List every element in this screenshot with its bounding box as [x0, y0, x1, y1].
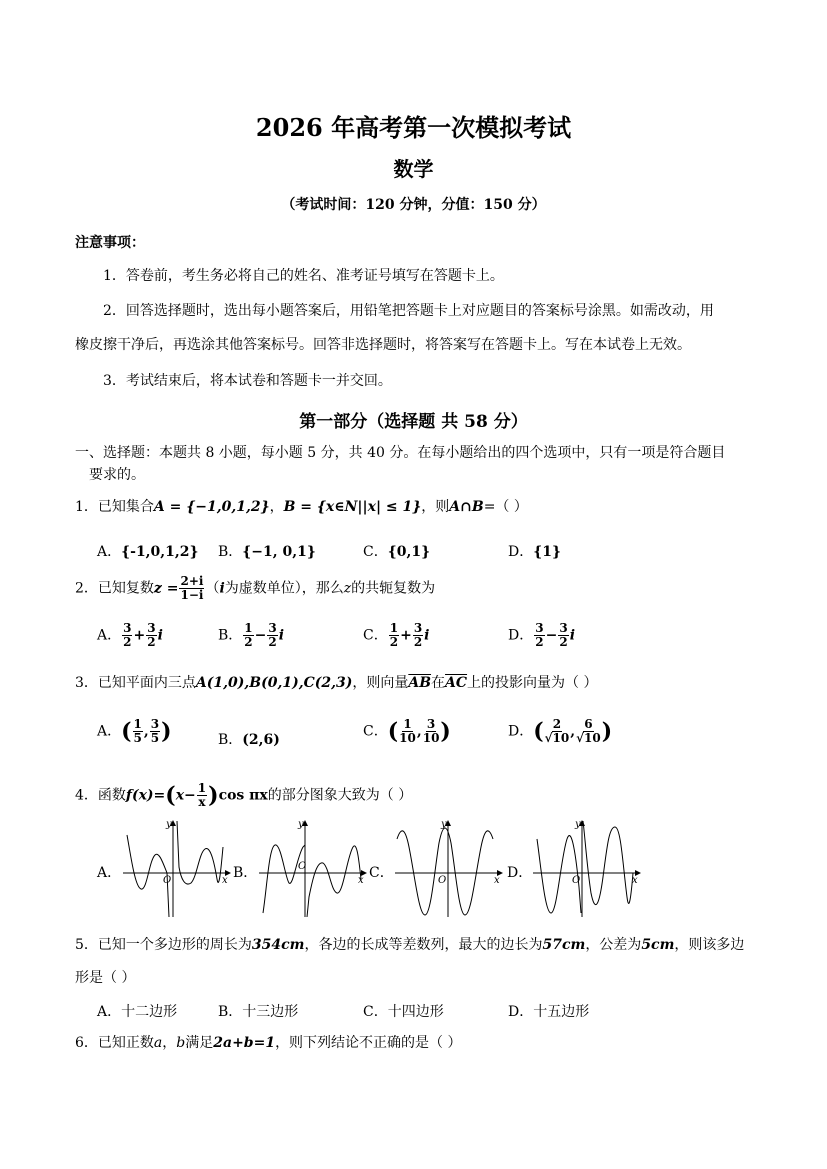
question-2-option-d: D． $\frac{3}{2}$ − $\frac{3}{2}$ i	[508, 621, 576, 649]
question-2-stem: 2．已知复数z = $\frac{2+i}{1-i}$ （i为虚数单位），那么z的共轭复数为	[75, 574, 436, 602]
question-4-label-d: D．	[507, 865, 533, 881]
question-3-option-b: B．(2,6)	[218, 732, 280, 748]
question-2-option-b: B． $\frac{1}{2}$ − $\frac{3}{2}$ i	[218, 621, 285, 649]
question-5-stem-line-2: 形是（ ）	[75, 970, 136, 986]
question-1-option-b: B．{−1, 0,1}	[218, 544, 316, 560]
notice-item-1: 1．答卷前，考生务必将自己的姓名、准考证号填写在答题卡上。	[103, 268, 504, 284]
question-3-option-d: D．( $\frac{2}{√10}$ , $\frac{6}{√10}$ )	[508, 717, 613, 745]
question-1-stem: 1．已知集合A = {−1,0,1,2}，B = {x∈N||x| ≤ 1}，则A∩B=（ ）	[75, 499, 528, 515]
question-2-option-a: A． $\frac{3}{2}$ + $\frac{3}{2}$ i	[97, 621, 163, 649]
exam-title: 2026 年高考第一次模拟考试	[255, 113, 572, 142]
question-5-option-a: A．十二边形	[97, 1004, 178, 1020]
graph-d-x-label: x	[632, 875, 638, 886]
part1-title: 第一部分（选择题 共 58 分）	[299, 412, 528, 432]
question-5-stem-line-1: 5．已知一个多边形的周长为354cm，各边的长成等差数列，最大的边长为57cm，公差为5cm，则该多边	[75, 937, 745, 953]
question-1-option-c: C．{0,1}	[363, 544, 431, 560]
question-3-stem: 3．已知平面内三点A(1,0),B(0,1),C(2,3)，则向量$\overline{AB}$在$\overline{AC}$上的投影向量为（ ）	[75, 675, 598, 691]
notice-item-2-line-1: 2．回答选择题时，选出每小题答案后，用铅笔把答题卡上对应题目的答案标号涂黑。如需改动，用	[103, 303, 714, 319]
question-3-option-c: C．( $\frac{1}{10}$ , $\frac{3}{10}$ )	[363, 717, 451, 745]
notice-heading: 注意事项：	[75, 235, 145, 251]
question-4-label-b: B．	[233, 865, 258, 881]
question-2-option-c: C． $\frac{1}{2}$ + $\frac{3}{2}$ i	[363, 621, 430, 649]
question-5-option-b: B．十三边形	[218, 1004, 299, 1020]
question-6-stem: 6．已知正数a，b满足2a+b=1，则下列结论不正确的是（ ）	[75, 1035, 462, 1051]
section-instructions-line-2: 要求的。	[89, 467, 145, 483]
question-1-option-a: A．{-1,0,1,2}	[97, 544, 199, 560]
graph-b-origin: O	[298, 861, 307, 872]
graph-c-y-label: y	[441, 819, 447, 830]
question-4-label-a: A．	[97, 865, 122, 881]
question-4-stem: 4．函数f(x)=(x− $\frac{1}{x}$ )cos πx的部分图象大致为（ ）	[75, 781, 413, 809]
exam-subject: 数学	[393, 157, 434, 181]
question-4-graph-c	[393, 817, 505, 921]
question-3-option-a: A．( $\frac{1}{5}$ , $\frac{3}{5}$ )	[97, 717, 172, 745]
question-4-label-c: C．	[369, 865, 394, 881]
graph-b-y-label: y	[298, 819, 304, 830]
section-instructions-line-1: 一、选择题：本题共 8 小题，每小题 5 分，共 40 分。在每小题给出的四个选项中，只有一项是符合题目	[75, 445, 726, 461]
graph-b-x-label: x	[358, 875, 364, 886]
notice-item-2-line-2: 橡皮擦干净后，再选涂其他答案标号。回答非选择题时，将答案写在答题卡上。写在本试卷上无效。	[75, 337, 691, 353]
graph-d-origin: O	[572, 875, 581, 886]
question-4-graph-b	[257, 817, 369, 921]
question-4-graph-a	[121, 817, 233, 921]
question-5-option-c: C．十四边形	[363, 1004, 444, 1020]
question-4-graph-d	[531, 817, 643, 921]
exam-time-info: （考试时间：120 分钟，分值：150 分）	[281, 197, 546, 213]
graph-a-y-label: y	[166, 819, 172, 830]
graph-a-origin: O	[163, 875, 172, 886]
graph-c-origin: O	[438, 875, 447, 886]
question-1-option-d: D．{1}	[508, 544, 561, 560]
notice-item-3: 3．考试结束后，将本试卷和答题卡一并交回。	[103, 373, 392, 389]
graph-a-x-label: x	[222, 875, 228, 886]
question-5-option-d: D．十五边形	[508, 1004, 590, 1020]
graph-d-y-label: y	[575, 819, 581, 830]
graph-c-x-label: x	[494, 875, 500, 886]
